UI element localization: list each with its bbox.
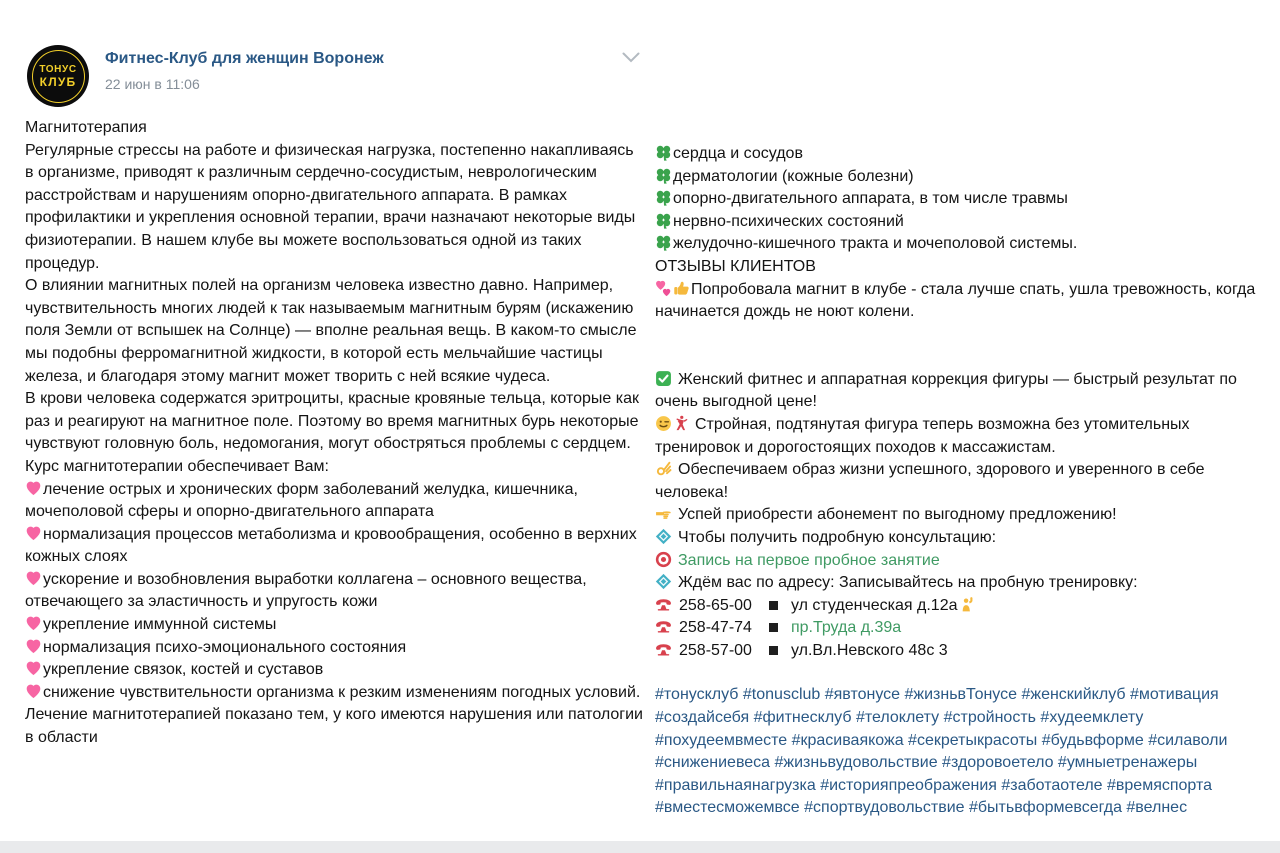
- separator-square-icon: [769, 623, 778, 632]
- address: ул студенческая д.12а: [790, 596, 958, 614]
- benefit-item: ускорение и возобновления выработки коллагена – основного вещества, отвечающего за эластичность и упругость кожи: [25, 570, 587, 611]
- logo-text-top: ТОНУС: [39, 63, 77, 75]
- phone-number: 258-65-00: [679, 596, 752, 614]
- paragraph-outro: Лечение магнитотерапией показано тем, у кого имеются нарушения или патологии в области: [25, 706, 643, 747]
- heart-icon: [25, 683, 42, 700]
- address: пр.Труда д.39а: [790, 619, 902, 637]
- pointing-right-icon: [655, 505, 672, 522]
- reviews-header: ОТЗЫВЫ КЛИЕНТОВ: [655, 257, 816, 275]
- check-mark-icon: [655, 370, 672, 387]
- paragraph-magnetic-fields: О влиянии магнитных полей на организм человека известно давно. Например, чувствительность многих людей к так называемым магнитным бурям (искажению поля Земли от вспышек на Солнце) — вполне реальная вещь. В каком-то смысле мы подобны ферромагнитной жидкости, в которой есть мельчайшие частицы железа, и благодаря этому магнит может творить с ней всякие чудеса.: [25, 277, 637, 385]
- promo-line: Стройная, подтянутая фигура теперь возможна без утомительных тренировок и дорогостоящих походов к массажистам.: [655, 415, 1190, 456]
- separator-square-icon: [769, 646, 778, 655]
- clover-icon: [655, 189, 672, 206]
- group-avatar[interactable]: [27, 45, 89, 107]
- area-item: сердца и сосудов: [655, 143, 1270, 166]
- phone-number: 258-47-74: [679, 619, 752, 637]
- contact-row: [655, 617, 1270, 640]
- benefit-item: укрепление связок, костей и суставов: [25, 659, 643, 682]
- heart-icon: [25, 638, 42, 655]
- telephone-icon: [655, 596, 672, 613]
- spacer: [655, 324, 1270, 369]
- raising-hand-icon: [958, 596, 975, 613]
- promo-line: Ждём вас по адресу: Записывайтесь на пробную тренировку:: [655, 572, 1270, 595]
- heart-icon: [25, 525, 42, 542]
- area-item: нервно-психических состояний: [655, 211, 1270, 234]
- contact-row: [655, 595, 1270, 618]
- clover-icon: [655, 144, 672, 161]
- address: ул.Вл.Невского 48с 3: [790, 641, 948, 659]
- post-title: Магнитотерапия: [25, 119, 147, 136]
- heart-icon: [25, 660, 42, 677]
- promo-line: Женский фитнес и аппаратная коррекция фигуры — быстрый результат по очень выгодной цене!: [655, 370, 1237, 411]
- benefit-item: нормализация процессов метаболизма и кровообращения, особенно в верхних кожных слоях: [25, 525, 637, 566]
- separator-square-icon: [769, 601, 778, 610]
- paragraph-blood: В крови человека содержатся эритроциты, красные кровяные тельца, которые как раз и реагируют на магнитное поле. Поэтому во время магнитных бурь некоторые чувствуют головную боль, недомогания, могут обостряться проблемы с сердцем.: [25, 390, 639, 453]
- benefit-item: снижение чувствительности организма к резким изменениям погодных условий.: [25, 682, 643, 705]
- heart-icon: [25, 615, 42, 632]
- promo-line: Чтобы получить подробную консультацию:: [655, 527, 1270, 550]
- diamond-icon: [655, 573, 672, 590]
- thumbs-up-icon: [673, 280, 690, 297]
- booking-text: Запись на первое пробное занятие: [678, 551, 940, 569]
- review-item: Попробовала магнит в клубе - стала лучше спать, ушла тревожность, когда начинается дождь не ноют колени.: [655, 280, 1256, 321]
- page-bottom-divider: [0, 841, 1280, 853]
- benefit-item: нормализация психо-эмоционального состояния: [25, 637, 643, 660]
- area-item: дерматологии (кожные болезни): [655, 166, 1270, 189]
- logo-text-bottom: КЛУБ: [39, 74, 77, 89]
- clover-icon: [655, 212, 672, 229]
- post-text-right-column: [655, 143, 1270, 820]
- promo-line: Успей приобрести абонемент по выгодному предложению!: [655, 504, 1270, 527]
- target-icon: [655, 551, 672, 568]
- post-header: [0, 0, 1280, 110]
- phone-number: 258-57-00: [679, 641, 752, 659]
- contact-row: [655, 640, 1270, 663]
- benefit-item: лечение острых и хронических форм заболеваний желудка, кишечника, мочеполовой сферы и опорно-двигательного аппарата: [25, 480, 578, 521]
- heart-icon: [25, 480, 42, 497]
- post-date-link[interactable]: 22 июн в 11:06: [105, 76, 200, 92]
- telephone-icon: [655, 618, 672, 635]
- course-intro: Курс магнитотерапии обеспечивает Вам:: [25, 457, 329, 475]
- post-text-left-column: [25, 117, 643, 750]
- ok-hand-icon: [655, 460, 672, 477]
- dancer-icon: [672, 415, 689, 432]
- promo-line: Обеспечиваем образ жизни успешного, здорового и уверенного в себе человека!: [655, 461, 1205, 501]
- benefit-item: укрепление иммунной системы: [25, 614, 643, 637]
- clover-icon: [655, 167, 672, 184]
- group-name-link[interactable]: Фитнес-Клуб для женщин Воронеж: [105, 50, 384, 67]
- promo-line-booking: [655, 550, 1270, 573]
- diamond-icon: [655, 528, 672, 545]
- revolving-hearts-icon: [655, 280, 672, 297]
- telephone-icon: [655, 641, 672, 658]
- heart-icon: [25, 570, 42, 587]
- winking-face-icon: [655, 415, 672, 432]
- area-item: желудочно-кишечного тракта и мочеполовой системы.: [655, 233, 1270, 256]
- post-menu-button[interactable]: [622, 50, 644, 68]
- chevron-down-icon: [622, 52, 640, 63]
- clover-icon: [655, 234, 672, 251]
- paragraph-stress: Регулярные стрессы на работе и физическая нагрузка, постепенно накапливаясь в организме, приводят к различным сердечно-сосудистым, неврологическим расстройствам и нарушениям опорно-двигательного аппарата. В рамках профилактики и укрепления основной терапии, врачи назначают некоторые виды физиотерапии. В нашем клубе вы можете воспользоваться одной из таких процедур.: [25, 141, 636, 272]
- area-item: опорно-двигательного аппарата, в том числе травмы: [655, 188, 1270, 211]
- hashtags[interactable]: #тонусклуб #tonusclub #явтонусе #жизньвТонусе #женскийклуб #мотивация #создайсебя #фитнесклуб #телоклету #стройность #худеемклету #похудеемвместе #красиваякожа #секретыкрасоты #будьвформе #силаволи #снижениевеса #жизньвудовольствие #здоровоетело #умныетренажеры #правильнаянагрузка #историяпреображения #заботаотеле #времяспорта #вместесможемвсе #спортвудовольствие #бытьвформевсегда #велнес: [655, 686, 1228, 817]
- tonus-club-logo: [32, 50, 85, 103]
